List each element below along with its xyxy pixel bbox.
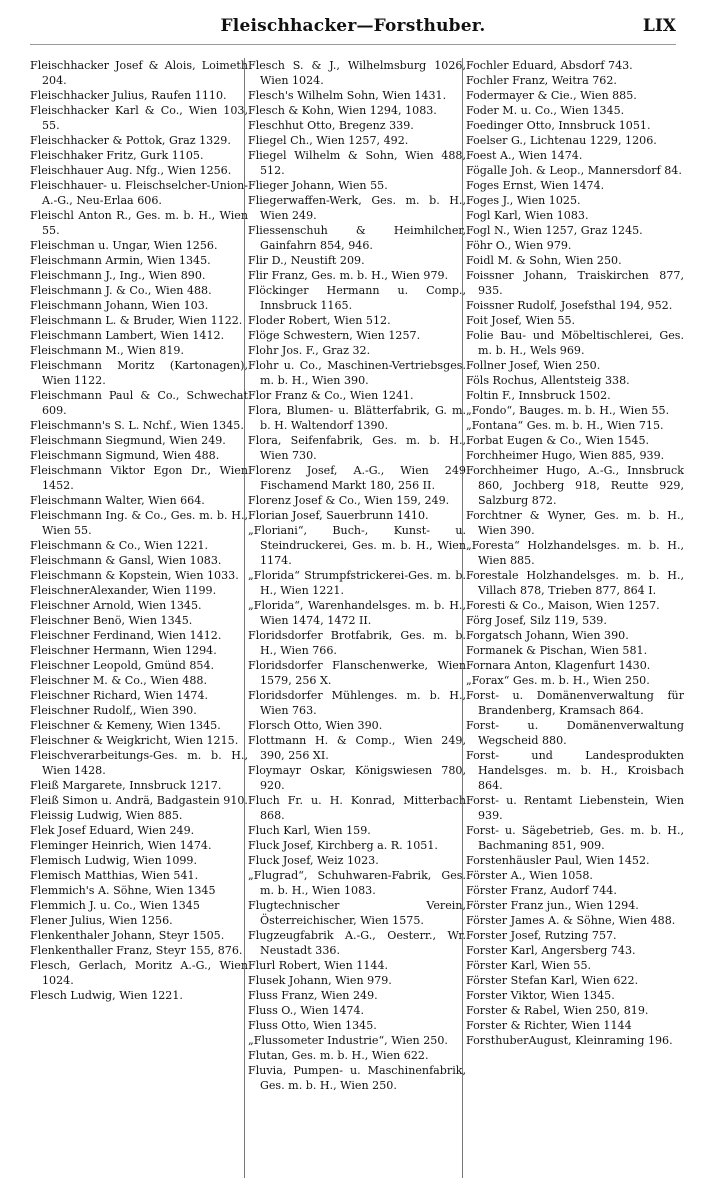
directory-entry: Fluss Franz, Wien 249. <box>248 989 378 1002</box>
directory-entry: Fleischhacker Josef & Alois, Loimeth 204. <box>30 59 248 87</box>
directory-entry: Fornara Anton, Klagenfurt 1430. <box>466 659 651 672</box>
directory-entry: Föls Rochus, Allentsteig 338. <box>466 374 630 387</box>
directory-entry: Flohr Jos. F., Graz 32. <box>248 344 371 357</box>
directory-entry: Foidl M. & Sohn, Wien 250. <box>466 254 622 267</box>
directory-entry: „Flussometer Industrie“, Wien 250. <box>248 1034 448 1047</box>
directory-entry: Fleischmann J. & Co., Wien 488. <box>30 284 212 297</box>
directory-entry: Fleischmann Viktor Egon Dr., Wien 1452. <box>30 464 248 492</box>
directory-entry: Follner Josef, Wien 250. <box>466 359 601 372</box>
directory-entry: Flohr u. Co., Maschinen-Vertriebsges. m. b. H., Wien 390. <box>248 359 466 387</box>
directory-entry: Florian Josef, Sauerbrunn 1410. <box>248 509 429 522</box>
directory-entry: Flesch & Kohn, Wien 1294, 1083. <box>248 104 437 117</box>
running-head: Fleischhacker—Forsthuber. <box>220 16 486 36</box>
directory-entry: Forst- u. Domänenverwaltung Wegscheid 880. <box>466 719 684 747</box>
directory-entry: Förster Stefan Karl, Wien 622. <box>466 974 639 987</box>
directory-entry: Fleissig Ludwig, Wien 885. <box>30 809 183 822</box>
directory-entry: Flieger Johann, Wien 55. <box>248 179 388 192</box>
directory-entry: „Forax“ Ges. m. b. H., Wien 250. <box>466 674 650 687</box>
directory-entry: Flemmich J. u. Co., Wien 1345 <box>30 899 200 912</box>
directory-entry: Förster James A. & Söhne, Wien 488. <box>466 914 676 927</box>
directory-entry: Flenkenthaller Franz, Steyr 155, 876. <box>30 944 243 957</box>
directory-entry: Föhr O., Wien 979. <box>466 239 572 252</box>
directory-entry: „Florida“, Warenhandelsges. m. b. H., Wien 1474, 1472 II. <box>248 599 466 627</box>
directory-entry: Forster & Richter, Wien 1144 <box>466 1019 632 1032</box>
directory-entry: Fliegerwaffen-Werk, Ges. m. b. H., Wien 249. <box>248 194 466 222</box>
directory-entry: Fleischner Ferdinand, Wien 1412. <box>30 629 222 642</box>
directory-entry: Florenz Josef & Co., Wien 159, 249. <box>248 494 450 507</box>
directory-entry: Forster Josef, Rutzing 757. <box>466 929 617 942</box>
directory-entry: Flemisch Matthias, Wien 541. <box>30 869 199 882</box>
directory-entry: Fleischner Benö, Wien 1345. <box>30 614 193 627</box>
directory-entry: Fleschhut Otto, Bregenz 339. <box>248 119 414 132</box>
directory-entry: Fleischman u. Ungar, Wien 1256. <box>30 239 218 252</box>
directory-entry: Fleischmann L. & Bruder, Wien 1122. <box>30 314 243 327</box>
directory-entry: Flusek Johann, Wien 979. <box>248 974 392 987</box>
directory-entry: Förster Karl, Wien 55. <box>466 959 592 972</box>
directory-entry: Foissner Rudolf, Josefsthal 194, 952. <box>466 299 673 312</box>
directory-entry: Florsch Otto, Wien 390. <box>248 719 383 732</box>
directory-entry: Fleischner Arnold, Wien 1345. <box>30 599 202 612</box>
page-header <box>30 14 676 45</box>
directory-entry: Formanek & Pischan, Wien 581. <box>466 644 648 657</box>
directory-entry: Fluvia, Pumpen- u. Maschinenfabrik, Ges. m. b. H., Wien 250. <box>248 1064 466 1092</box>
directory-entry: Florenz Josef, A.-G., Wien 249 Fischamend Markt 180, 256 II. <box>248 464 466 492</box>
directory-entry: Fleischmann & Kopstein, Wien 1033. <box>30 569 239 582</box>
directory-entry: Fluch Fr. u. H. Konrad, Mitterbach 868. <box>248 794 466 822</box>
directory-entry: Floridsdorfer Mühlenges. m. b. H., Wien 763. <box>248 689 466 717</box>
directory-entry: Flir Franz, Ges. m. b. H., Wien 979. <box>248 269 449 282</box>
directory-entry: Fluck Josef, Kirchberg a. R. 1051. <box>248 839 438 852</box>
directory-entry: Fleiß Simon u. Andrä, Badgastein 910. <box>30 794 248 807</box>
directory-entry: Fogl Karl, Wien 1083. <box>466 209 589 222</box>
directory-entry: Flora, Seifenfabrik, Ges. m. b. H., Wien 730. <box>248 434 466 462</box>
directory-entry: Fleischner & Kemeny, Wien 1345. <box>30 719 221 732</box>
directory-entry: „Foresta“ Holzhandelsges. m. b. H., Wien 885. <box>466 539 684 567</box>
directory-entry: „Flugrad“, Schuhwaren-Fabrik, Ges. m. b. H., Wien 1083. <box>248 869 466 897</box>
directory-entry: Folie Bau- und Möbeltischlerei, Ges. m. b. H., Wels 969. <box>466 329 684 357</box>
directory-entry: Fleischhacker Julius, Raufen 1110. <box>30 89 227 102</box>
directory-entry: Fleischhaker Fritz, Gurk 1105. <box>30 149 204 162</box>
directory-entry: „Fondo“, Bauges. m. b. H., Wien 55. <box>466 404 670 417</box>
directory-entry: Foges J., Wien 1025. <box>466 194 581 207</box>
directory-entry: Fleischmann Moritz (Kartonagen), Wien 1122. <box>30 359 248 387</box>
directory-entry: Fodermayer & Cie., Wien 885. <box>466 89 637 102</box>
directory-entry: Foresti & Co., Maison, Wien 1257. <box>466 599 660 612</box>
directory-entry: Flesch, Gerlach, Moritz A.-G., Wien 1024. <box>30 959 248 987</box>
directory-entry: Fleischmann's S. L. Nchf., Wien 1345. <box>30 419 244 432</box>
directory-entry: ForsthuberAugust, Kleinraming 196. <box>466 1034 673 1047</box>
directory-entry: Forster Viktor, Wien 1345. <box>466 989 615 1002</box>
directory-entry: Fochler Franz, Weitra 762. <box>466 74 617 87</box>
directory-entry: „Fontana“ Ges. m. b. H., Wien 715. <box>466 419 664 432</box>
directory-entry: Flottmann H. & Comp., Wien 249, 390, 256 XI. <box>248 734 466 762</box>
directory-entry: Forestale Holzhandelsges. m. b. H., Villach 878, Trieben 877, 864 I. <box>466 569 684 597</box>
directory-entry: „Florida“ Strumpfstrickerei-Ges. m. b. H., Wien 1221. <box>248 569 466 597</box>
directory-entry: Fleischhacker & Pottok, Graz 1329. <box>30 134 231 147</box>
directory-entry: „Floriani“, Buch-, Kunst- u. Steindruckerei, Ges. m. b. H., Wien 1174. <box>248 524 466 567</box>
directory-entry: Fleischhauer- u. Fleischselcher-Union-A.-G., Neu-Erlaa 606. <box>30 179 248 207</box>
directory-entry: Foest A., Wien 1474. <box>466 149 583 162</box>
page-number: LIX <box>642 16 676 36</box>
directory-entry: Fleischmann M., Wien 819. <box>30 344 184 357</box>
directory-entry: Floder Robert, Wien 512. <box>248 314 391 327</box>
directory-entry: Fleischner & Weigkricht, Wien 1215. <box>30 734 239 747</box>
directory-entry: Förster Franz, Audorf 744. <box>466 884 617 897</box>
directory-entry: Flek Josef Eduard, Wien 249. <box>30 824 195 837</box>
directory-entry: Förster Franz jun., Wien 1294. <box>466 899 639 912</box>
directory-entry: Forst- u. Domänenverwaltung für Brandenberg, Kramsach 864. <box>466 689 684 717</box>
directory-entry: Fleischmann Sigmund, Wien 488. <box>30 449 220 462</box>
directory-entry: Fleischmann Paul & Co., Schwechat 609. <box>30 389 248 417</box>
directory-entry: Flemmich's A. Söhne, Wien 1345 <box>30 884 216 897</box>
directory-entry: Flenkenthaler Johann, Steyr 1505. <box>30 929 225 942</box>
directory-entry: Flurl Robert, Wien 1144. <box>248 959 389 972</box>
column-3 <box>466 58 684 1188</box>
directory-entry: Forbat Eugen & Co., Wien 1545. <box>466 434 650 447</box>
directory-entry: Fleiß Margarete, Innsbruck 1217. <box>30 779 222 792</box>
directory-entry: Fleischner Rudolf,, Wien 390. <box>30 704 197 717</box>
directory-entry: Flutan, Ges. m. b. H., Wien 622. <box>248 1049 429 1062</box>
directory-entry: Flugtechnischer Verein, Österreichischer, Wien 1575. <box>248 899 466 927</box>
directory-entry: Forchheimer Hugo, A.-G., Innsbruck 860, Jochberg 918, Reutte 929, Salzburg 872. <box>466 464 684 507</box>
directory-entry: Forgatsch Johann, Wien 390. <box>466 629 629 642</box>
directory-entry: Fleischmann J., Ing., Wien 890. <box>30 269 206 282</box>
directory-entry: Forst- u. Sägebetrieb, Ges. m. b. H., Bachmaning 851, 909. <box>466 824 684 852</box>
directory-entry: Flor Franz & Co., Wien 1241. <box>248 389 414 402</box>
directory-entry: Foges Ernst, Wien 1474. <box>466 179 605 192</box>
directory-entry: Flir D., Neustift 209. <box>248 254 365 267</box>
directory-entry: Fluch Karl, Wien 159. <box>248 824 371 837</box>
directory-entry: Flugzeugfabrik A.-G., Oesterr., Wr. Neustadt 336. <box>248 929 466 957</box>
directory-entry: Fleischmann Walter, Wien 664. <box>30 494 205 507</box>
directory-entry: Fleischner Hermann, Wien 1294. <box>30 644 217 657</box>
directory-entry: Fleischner Richard, Wien 1474. <box>30 689 209 702</box>
directory-entry: Foelser G., Lichtenau 1229, 1206. <box>466 134 657 147</box>
directory-entry: Fleischmann & Co., Wien 1221. <box>30 539 209 552</box>
directory-entry: Fleischmann Siegmund, Wien 249. <box>30 434 226 447</box>
directory-entry: Foit Josef, Wien 55. <box>466 314 576 327</box>
directory-entry: Forst- u. Rentamt Liebenstein, Wien 939. <box>466 794 684 822</box>
directory-entry: Fleischhauer Aug. Nfg., Wien 1256. <box>30 164 232 177</box>
directory-entry: Fliegel Ch., Wien 1257, 492. <box>248 134 409 147</box>
directory-entry: Forster Karl, Angersberg 743. <box>466 944 636 957</box>
directory-entry: Flora, Blumen- u. Blätterfabrik, G. m. b. H. Waltendorf 1390. <box>248 404 466 432</box>
directory-entry: Fliessenschuh & Heimhilcher, Gainfahrn 854, 946. <box>248 224 466 252</box>
directory-entry: Fochler Eduard, Absdorf 743. <box>466 59 633 72</box>
directory-entry: Fleischner M. & Co., Wien 488. <box>30 674 208 687</box>
directory-entry: Flesch Ludwig, Wien 1221. <box>30 989 183 1002</box>
directory-entry: Flener Julius, Wien 1256. <box>30 914 173 927</box>
directory-entry: Förg Josef, Silz 119, 539. <box>466 614 607 627</box>
directory-entry: Fliegel Wilhelm & Sohn, Wien 488, 512. <box>248 149 466 177</box>
directory-entry: Fluck Josef, Weiz 1023. <box>248 854 379 867</box>
directory-entry: Fleischmann Lambert, Wien 1412. <box>30 329 225 342</box>
directory-entry: Floridsdorfer Flanschenwerke, Wien 1579, 256 X. <box>248 659 466 687</box>
directory-entry: Forster & Rabel, Wien 250, 819. <box>466 1004 649 1017</box>
directory-entry: Fluss Otto, Wien 1345. <box>248 1019 377 1032</box>
directory-entry: Flesch's Wilhelm Sohn, Wien 1431. <box>248 89 447 102</box>
directory-entry: Fleischmann Armin, Wien 1345. <box>30 254 211 267</box>
directory-entry: Fögalle Joh. & Leop., Mannersdorf 84. <box>466 164 682 177</box>
directory-entry: FleischnerAlexander, Wien 1199. <box>30 584 217 597</box>
directory-entry: Forchtner & Wyner, Ges. m. b. H., Wien 390. <box>466 509 684 537</box>
directory-entry: Fogl N., Wien 1257, Graz 1245. <box>466 224 643 237</box>
directory-entry: Flesch S. & J., Wilhelmsburg 1026, Wien 1024. <box>248 59 466 87</box>
column-2 <box>248 58 466 1188</box>
directory-entry: Fleischmann Johann, Wien 103. <box>30 299 209 312</box>
directory-entry: Fleischhacker Karl & Co., Wien 103, 55. <box>30 104 248 132</box>
directory-entry: Forchheimer Hugo, Wien 885, 939. <box>466 449 665 462</box>
directory-entry: Fleischmann & Gansl, Wien 1083. <box>30 554 222 567</box>
directory-entry: Fleischl Anton R., Ges. m. b. H., Wien 55. <box>30 209 248 237</box>
directory-entry: Fleischmann Ing. & Co., Ges. m. b. H., Wien 55. <box>30 509 248 537</box>
directory-entry: Foedinger Otto, Innsbruck 1051. <box>466 119 651 132</box>
directory-entry: Forstenhäusler Paul, Wien 1452. <box>466 854 650 867</box>
directory-entry: Forst- und Landesprodukten Handelsges. m. b. H., Kroisbach 864. <box>466 749 684 792</box>
directory-entry: Floymayr Oskar, Königswiesen 780, 920. <box>248 764 466 792</box>
directory-entry: Fleischverarbeitungs-Ges. m. b. H., Wien 1428. <box>30 749 248 777</box>
directory-entry: Foltin F., Innsbruck 1502. <box>466 389 611 402</box>
directory-entry: Foder M. u. Co., Wien 1345. <box>466 104 625 117</box>
directory-entry: Floridsdorfer Brotfabrik, Ges. m. b. H., Wien 766. <box>248 629 466 657</box>
directory-entry: Flöckinger Hermann u. Comp., Innsbruck 1165. <box>248 284 466 312</box>
directory-entry: Flöge Schwestern, Wien 1257. <box>248 329 421 342</box>
directory-entry: Fluss O., Wien 1474. <box>248 1004 365 1017</box>
directory-entry: Fleischner Leopold, Gmünd 854. <box>30 659 215 672</box>
directory-entry: Foissner Johann, Traiskirchen 877, 935. <box>466 269 684 297</box>
directory-entry: Flemisch Ludwig, Wien 1099. <box>30 854 198 867</box>
column-1 <box>30 58 248 1188</box>
directory-entry: Fleminger Heinrich, Wien 1474. <box>30 839 212 852</box>
directory-entry: Förster A., Wien 1058. <box>466 869 593 882</box>
